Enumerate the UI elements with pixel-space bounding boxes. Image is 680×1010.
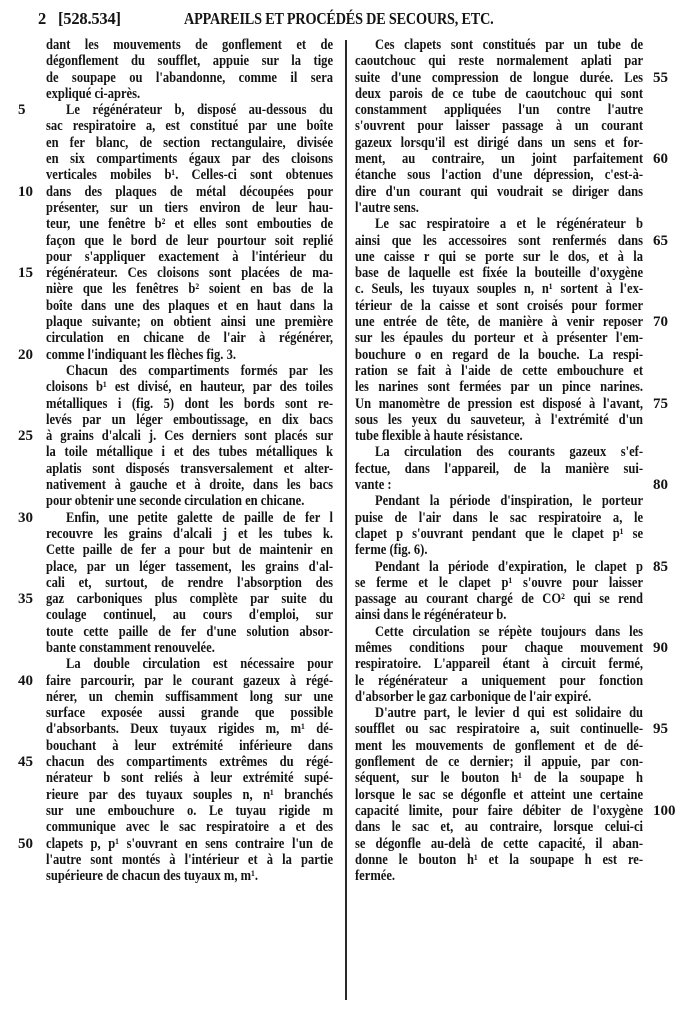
line-text: respiratoire. L'appareil étant à circuit fermé, — [355, 656, 644, 673]
line-number: 5 — [18, 102, 26, 119]
text-line — [355, 184, 643, 200]
line-number: 75 — [653, 395, 668, 412]
text-line — [46, 542, 333, 558]
line-text: une entrée de tête, de manière à venir reposer — [355, 314, 644, 331]
line-text: bouchure o en regard de la bouche. La respi- — [355, 346, 644, 363]
text-line — [355, 526, 643, 542]
line-text: cali et, surtout, de rendre l'absorption des — [46, 574, 334, 591]
line-text: faire parcourir, par le courant gazeux à régé- — [46, 672, 334, 689]
text-line — [46, 607, 333, 623]
text-line — [355, 216, 643, 232]
text-line — [46, 37, 333, 53]
text-line — [355, 461, 643, 477]
line-text: façon que le bord de leur pourtour soit replié — [46, 232, 334, 249]
line-text: base de laquelle est fixée la bouteille d'oxygène — [355, 265, 644, 282]
line-text: aplatis sont disposés transversalement et alter- — [46, 460, 334, 477]
right-column — [355, 37, 676, 885]
line-text: coulage continuel, au cours d'emploi, sur — [46, 607, 334, 624]
line-text: une caisse r qui se porte sur le dos, et à la — [355, 248, 644, 265]
line-number: 40 — [18, 672, 33, 689]
text-line — [355, 428, 643, 444]
text-line — [355, 802, 676, 819]
line-text: plaque suivante; on obtient ainsi une première — [46, 314, 334, 331]
text-line — [46, 640, 333, 656]
line-text: nativement à gauche et à droite, dans les bacs — [46, 477, 334, 494]
line-text: surface exposée aussi grande que possible — [46, 705, 334, 722]
line-number: 95 — [653, 721, 668, 738]
text-line — [18, 754, 334, 771]
text-line — [355, 787, 643, 803]
text-line — [355, 705, 643, 721]
text-line — [355, 151, 668, 168]
line-text: d'absorber le gaz carbonique de l'air expiré. — [355, 688, 592, 705]
text-line — [46, 819, 333, 835]
text-line — [355, 689, 643, 705]
text-line — [46, 249, 333, 265]
text-line — [355, 754, 643, 770]
line-text: sac respiratoire a, est constitué par une boîte — [46, 118, 334, 135]
line-text: chacun des compartiments extrêmes du régé- — [46, 754, 334, 771]
line-text: en six compartiments égaux par des cloisons — [46, 151, 334, 168]
text-line — [46, 86, 333, 102]
text-line — [46, 314, 333, 330]
line-text: fermée. — [355, 868, 396, 885]
text-line — [355, 53, 643, 69]
line-text: étanche sous l'action d'une dépression, c'est-à- — [355, 167, 644, 184]
line-text: sur les épaules du porteur et à présenter l'em- — [355, 330, 644, 347]
text-line — [355, 379, 643, 395]
line-text: dant les mouvements de gonflement et de — [46, 37, 334, 53]
text-line — [18, 672, 334, 689]
line-text: lorsque le sac se dégonfle et atteint une certaine — [355, 786, 644, 803]
text-line — [46, 200, 333, 216]
text-line — [355, 37, 643, 53]
text-line — [355, 575, 643, 591]
line-text: térieur de la caisse et sont croisés pour former — [355, 297, 644, 314]
line-number: 80 — [653, 477, 668, 494]
text-line — [46, 559, 333, 575]
line-text: tube flexible à haute résistance. — [355, 428, 523, 445]
line-text: pour s'appliquer exactement à l'intérieur du — [46, 248, 334, 265]
line-number: 65 — [653, 232, 668, 249]
text-line — [355, 673, 643, 689]
text-line — [355, 363, 643, 379]
line-text: dégonflement du soufflet, appuie sur la tige — [46, 53, 334, 70]
line-number: 85 — [653, 558, 668, 575]
line-text: régénérateur. Ces cloisons sont placées de ma- — [46, 265, 334, 282]
text-line — [46, 526, 333, 542]
text-line — [355, 868, 643, 884]
left-column — [18, 37, 334, 885]
line-number: 15 — [18, 265, 33, 282]
text-line — [18, 835, 334, 852]
text-line — [355, 819, 643, 835]
text-line — [18, 591, 334, 608]
text-line — [355, 118, 643, 134]
text-line — [46, 721, 333, 737]
line-text: Le régénérateur b, disposé au-dessous du — [66, 102, 334, 119]
line-number: 25 — [18, 428, 33, 445]
line-text: les narines sont fermées par un pince narines. — [355, 379, 644, 396]
text-line — [355, 167, 643, 183]
text-line — [46, 868, 333, 884]
line-text: vante : — [355, 477, 392, 494]
line-number: 20 — [18, 346, 33, 363]
line-text: ferme (fig. 6). — [355, 542, 428, 559]
line-text: bante constamment renouvelée. — [46, 639, 215, 656]
line-text: ration se fait à l'aide de cette embouchure et — [355, 362, 644, 379]
text-line — [355, 639, 668, 656]
line-text: capacité limite, pour faire débiter de l'oxygène — [355, 802, 644, 819]
text-line — [46, 330, 333, 346]
text-line — [355, 69, 668, 86]
line-text: Chacun des compartiments formés par les — [66, 362, 334, 379]
line-text: dans le sac et, au contraire, lorsque celui-ci — [355, 819, 644, 836]
text-line — [355, 852, 643, 868]
text-line — [46, 70, 333, 86]
line-number: 100 — [653, 802, 676, 819]
line-text: La double circulation est nécessaire pour — [66, 656, 334, 673]
line-text: Le sac respiratoire a et le régénérateur b — [375, 216, 644, 233]
text-line — [18, 183, 334, 200]
line-text: pour obtenir une seconde circulation en chicane. — [46, 493, 305, 510]
line-text: toute cette paille de fer d'une solution absor- — [46, 623, 334, 640]
text-line — [355, 591, 643, 607]
text-line — [46, 363, 333, 379]
text-line — [46, 216, 333, 232]
line-text: la toile métallique i et des tubes métalliques k — [46, 444, 334, 461]
text-line — [355, 444, 643, 460]
line-text: de soupape ou l'abandonne, comme il sera — [46, 69, 334, 86]
text-line — [46, 656, 333, 672]
text-line — [46, 461, 333, 477]
text-line — [46, 575, 333, 591]
text-line — [355, 314, 668, 331]
line-text: ainsi que les accessoires sont renfermés dans — [355, 232, 644, 249]
text-line — [18, 265, 334, 282]
line-text: nière que les fenêtres b² soient en bas de la — [46, 281, 334, 298]
text-line — [355, 836, 643, 852]
line-text: cloisons b¹ est divisé, en hauteur, par des toiles — [46, 379, 334, 396]
text-line — [355, 249, 643, 265]
text-line — [46, 167, 333, 183]
text-line — [46, 787, 333, 803]
line-text: verticales mobiles b¹. Celles-ci sont obtenues — [46, 167, 334, 184]
line-text: présenter, sur un tiers environ de leur hau- — [46, 199, 334, 216]
line-text: nérer, un chemin suffisamment long sur une — [46, 688, 334, 705]
text-line — [355, 721, 668, 738]
line-text: ainsi dans le régénérateur b. — [355, 607, 507, 624]
text-line — [46, 412, 333, 428]
text-line — [46, 233, 333, 249]
line-text: Cette paille de fer a pour but de maintenir en — [46, 542, 334, 559]
line-text: nérateur b sont reliés à leur extrémité supé- — [46, 770, 334, 787]
text-line — [46, 53, 333, 69]
text-line — [355, 607, 643, 623]
column-divider — [345, 40, 347, 1000]
text-line — [18, 428, 334, 445]
text-line — [355, 738, 643, 754]
line-text: séquent, sur le bouton h¹ de la soupape h — [355, 770, 644, 787]
text-line — [46, 281, 333, 297]
line-number: 35 — [18, 591, 33, 608]
line-text: communique avec le sac respiratoire a et des — [46, 819, 334, 836]
line-text: fectue, dans l'appareil, de la manière sui- — [355, 460, 644, 477]
text-line — [18, 509, 334, 526]
text-line — [355, 558, 668, 575]
line-number: 30 — [18, 509, 33, 526]
text-line — [46, 151, 333, 167]
line-text: gazeux lorsqu'il est dirigé dans un sens et for- — [355, 134, 644, 151]
text-line — [46, 477, 333, 493]
line-text: donne le bouton h¹ et la soupape h est re- — [355, 851, 644, 868]
text-line — [355, 656, 643, 672]
line-text: D'autre part, le levier d qui est solidaire du — [375, 705, 644, 722]
text-line — [46, 298, 333, 314]
line-text: sous les yeux du sauveteur, à l'extrémité d'un — [355, 411, 644, 428]
line-text: boîte dans une des plaques et en haut dans la — [46, 297, 334, 314]
line-text: mêmes conditions pour chaque mouvement — [355, 639, 644, 656]
line-text: Pendant la période d'inspiration, le porteur — [375, 493, 644, 510]
line-text: Pendant la période d'expiration, le clapet p — [375, 558, 644, 575]
line-text: l'autre sens. — [355, 199, 419, 216]
text-line — [355, 510, 643, 526]
text-line — [355, 347, 643, 363]
running-header — [38, 9, 658, 31]
text-line — [355, 624, 643, 640]
line-text: recouvre les grains d'alcali j et les tubes k. — [46, 525, 334, 542]
line-text: dans des plaques de métal découpées pour — [46, 183, 334, 200]
line-text: Enfin, une petite galette de paille de fer l — [66, 509, 334, 526]
text-line — [355, 298, 643, 314]
line-text: le régénérateur a uniquement pour fonction — [355, 672, 644, 689]
text-line — [355, 770, 643, 786]
text-line — [46, 705, 333, 721]
line-text: en fer blanc, de section rectangulaire, divisée — [46, 134, 334, 151]
line-text: c. Seuls, les tuyaux souples n, n¹ sortent à l'ex- — [355, 281, 644, 298]
line-number: 60 — [653, 151, 668, 168]
line-text: s'ouvrent pour laisser passage à un courant — [355, 118, 644, 135]
line-text: caoutchouc qui reste normalement aplati par — [355, 53, 644, 70]
text-line — [355, 493, 643, 509]
line-text: à grains d'alcali j. Ces derniers sont placés sur — [46, 428, 334, 445]
text-line — [46, 379, 333, 395]
line-text: supérieure de chacun des tuyaux m, m¹. — [46, 868, 259, 885]
text-line — [355, 412, 643, 428]
text-line — [46, 135, 333, 151]
line-number: 90 — [653, 639, 668, 656]
line-text: teur, une fenêtre b² et elles sont embouties de — [46, 216, 334, 233]
text-line — [355, 200, 643, 216]
line-text: ment, au contraire, un joint parfaitement — [355, 151, 644, 168]
text-line — [355, 395, 668, 412]
line-number: 70 — [653, 314, 668, 331]
line-text: comme l'indiquant les flèches fig. 3. — [46, 346, 237, 363]
line-text: clapets p, p¹ s'ouvrant en sens contraire l'un de — [46, 835, 334, 852]
line-text: suite d'une compression de longue durée. Les — [355, 69, 644, 86]
text-line — [355, 477, 668, 494]
text-line — [355, 86, 643, 102]
text-line — [355, 330, 643, 346]
line-text: place, par un léger tassement, les grains d'al- — [46, 558, 334, 575]
text-line — [355, 135, 643, 151]
text-line — [355, 281, 643, 297]
line-number: 45 — [18, 754, 33, 771]
line-text: gaz carboniques plus complète par suite du — [46, 591, 334, 608]
text-line — [355, 542, 643, 558]
text-line — [46, 689, 333, 705]
line-number: 10 — [18, 183, 33, 200]
line-text: Cette circulation se répète toujours dans les — [375, 623, 644, 640]
line-text: La circulation des courants gazeux s'ef- — [375, 444, 644, 461]
line-text: puise de l'air dans le sac respiratoire a, le — [355, 509, 644, 526]
text-line — [46, 396, 333, 412]
line-text: sur une embouchure o. Le tuyau rigide m — [46, 802, 334, 819]
line-text: Un manomètre de pression est disposé à l'avant, — [355, 395, 644, 412]
line-text: ment les mouvements de gonflement et de dé- — [355, 737, 644, 754]
line-text: deux parois de ce tube de caoutchouc qui sont — [355, 85, 644, 102]
text-line — [355, 232, 668, 249]
text-line — [46, 852, 333, 868]
text-line — [18, 102, 334, 119]
text-line — [46, 624, 333, 640]
line-number: 55 — [653, 69, 668, 86]
line-text: clapet p s'ouvrant pendant que le clapet p¹ se — [355, 525, 644, 542]
page-number: 2 — [38, 9, 47, 28]
text-line — [46, 444, 333, 460]
running-title: APPAREILS ET PROCÉDÉS DE SECOURS, ETC. — [184, 9, 494, 28]
line-text: levés par un léger emboutissage, en dix bacs — [46, 411, 334, 428]
line-text: bouchant à leur extrémité inférieure dans — [46, 737, 334, 754]
text-line — [46, 803, 333, 819]
line-text: passage au courant chargé de CO² qui se rend — [355, 591, 644, 608]
line-text: l'autre sont montés à l'intérieur et à la partie — [46, 851, 334, 868]
text-line — [18, 346, 333, 363]
line-text: Ces clapets sont constitués par un tube de — [375, 37, 644, 53]
line-text: expliqué ci-après. — [46, 85, 141, 102]
line-number: 50 — [18, 835, 33, 852]
line-text: se dégonfle au-delà de cette capacité, il aban- — [355, 835, 644, 852]
text-line — [46, 738, 333, 754]
line-text: gonflement de ce dernier; il appuie, par con- — [355, 754, 644, 771]
line-text: métalliques i (fig. 5) dont les bords sont re- — [46, 395, 334, 412]
line-text: d'absorbants. Deux tuyaux rigides m, m¹ dé- — [46, 721, 334, 738]
text-line — [355, 265, 643, 281]
text-line — [46, 770, 333, 786]
line-text: soufflet ou sac respiratoire a, suit continuelle- — [355, 721, 644, 738]
text-line — [46, 118, 333, 134]
line-text: constamment appliquées l'un contre l'autre — [355, 102, 644, 119]
text-line — [46, 493, 333, 509]
line-text: circulation en chicane de l'air à régénérer, — [46, 330, 334, 347]
line-text: dire d'un courant qui voudrait se diriger dans — [355, 183, 644, 200]
line-text: rieure par des tuyaux souples n, n¹ branchés — [46, 786, 334, 803]
text-line — [355, 102, 643, 118]
line-text: se ferme et le clapet p¹ s'ouvre pour laisser — [355, 574, 644, 591]
classification-number: [528.534] — [58, 9, 121, 28]
